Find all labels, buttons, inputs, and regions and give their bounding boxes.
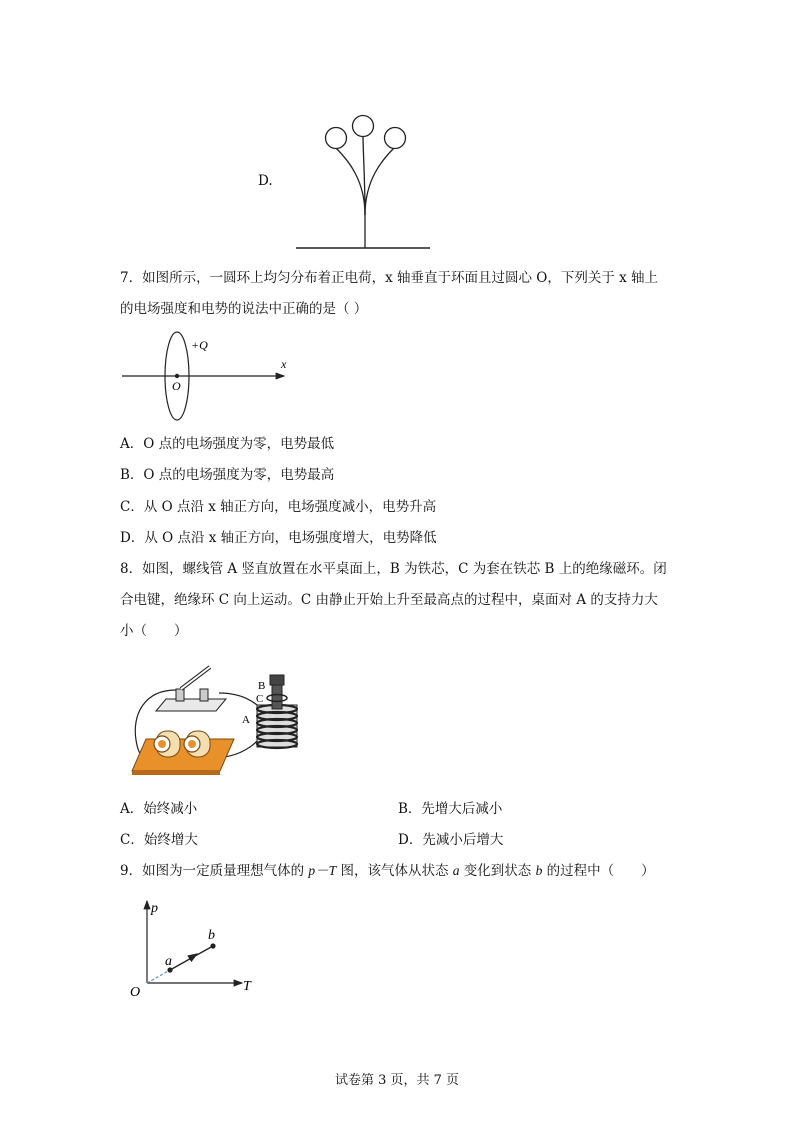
q8-stem-line2: 合电键，绝缘环 C 向上运动。C 由静止开始上升至最高点的过程中，桌面对 A 的支持力大 <box>120 592 658 608</box>
q7-x-axis-label: x <box>281 357 287 371</box>
q7-ring-figure <box>118 328 298 423</box>
q8-label-c: C <box>256 693 264 705</box>
q8-solenoid-figure <box>124 655 314 777</box>
q9-stem-mid: 图，该气体从状态 <box>336 863 453 879</box>
q9-stem <box>120 861 655 881</box>
q9-stem-suffix: 的过程中（ ） <box>542 863 655 879</box>
q6-option-d-label: D. <box>258 173 273 189</box>
q7-option-a: A．O 点的电场强度为零，电势最低 <box>120 436 335 452</box>
q7-origin-label: O <box>172 379 181 393</box>
q8-stem-line1: 8．如图，螺线管 A 竖直放置在水平桌面上，B 为铁芯，C 为套在铁芯 B 上的绝缘磁环。闭 <box>120 561 667 577</box>
q9-stem-mid2: 变化到状态 <box>459 863 536 879</box>
q7-option-c: C．从 O 点沿 x 轴正方向，电场强度减小，电势升高 <box>120 499 437 515</box>
q7-charge-label: +Q <box>191 338 208 352</box>
q9-formula: p－T <box>308 863 337 878</box>
q9-state-a: a <box>452 863 460 878</box>
q9-T-axis-label: T <box>243 979 251 994</box>
q9-p-axis-label: p <box>151 901 158 916</box>
q9-state-b: b <box>535 863 543 878</box>
q7-stem-line2: 的电场强度和电势的说法中正确的是（ ） <box>120 301 368 317</box>
q8-option-d: D．先减小后增大 <box>398 832 504 848</box>
q9-origin-label: O <box>130 985 141 1000</box>
q9-point-b-label: b <box>208 928 215 943</box>
q6-option-d-figure <box>290 110 440 255</box>
q8-stem-line3: 小（ ） <box>120 623 188 639</box>
q9-point-a-label: a <box>165 954 172 969</box>
q8-option-a: A．始终减小 <box>120 801 198 817</box>
q7-stem-line1: 7．如图所示，一圆环上均匀分布着正电荷，x 轴垂直于环面且过圆心 O，下列关于 x 轴上 <box>120 270 659 286</box>
page-footer: 试卷第 3 页，共 7 页 <box>334 1073 460 1088</box>
q8-label-b: B <box>258 680 266 692</box>
q8-label-a: A <box>242 714 250 726</box>
q8-option-c: C．始终增大 <box>120 832 198 848</box>
q9-stem-prefix: 9．如图为一定质量理想气体的 <box>120 863 309 879</box>
q8-option-b: B．先增大后减小 <box>398 801 503 817</box>
q7-option-d: D．从 O 点沿 x 轴正方向，电场强度增大，电势降低 <box>120 530 437 546</box>
q7-option-b: B．O 点的电场强度为零，电势最高 <box>120 467 335 483</box>
q9-pT-graph <box>124 893 269 1003</box>
